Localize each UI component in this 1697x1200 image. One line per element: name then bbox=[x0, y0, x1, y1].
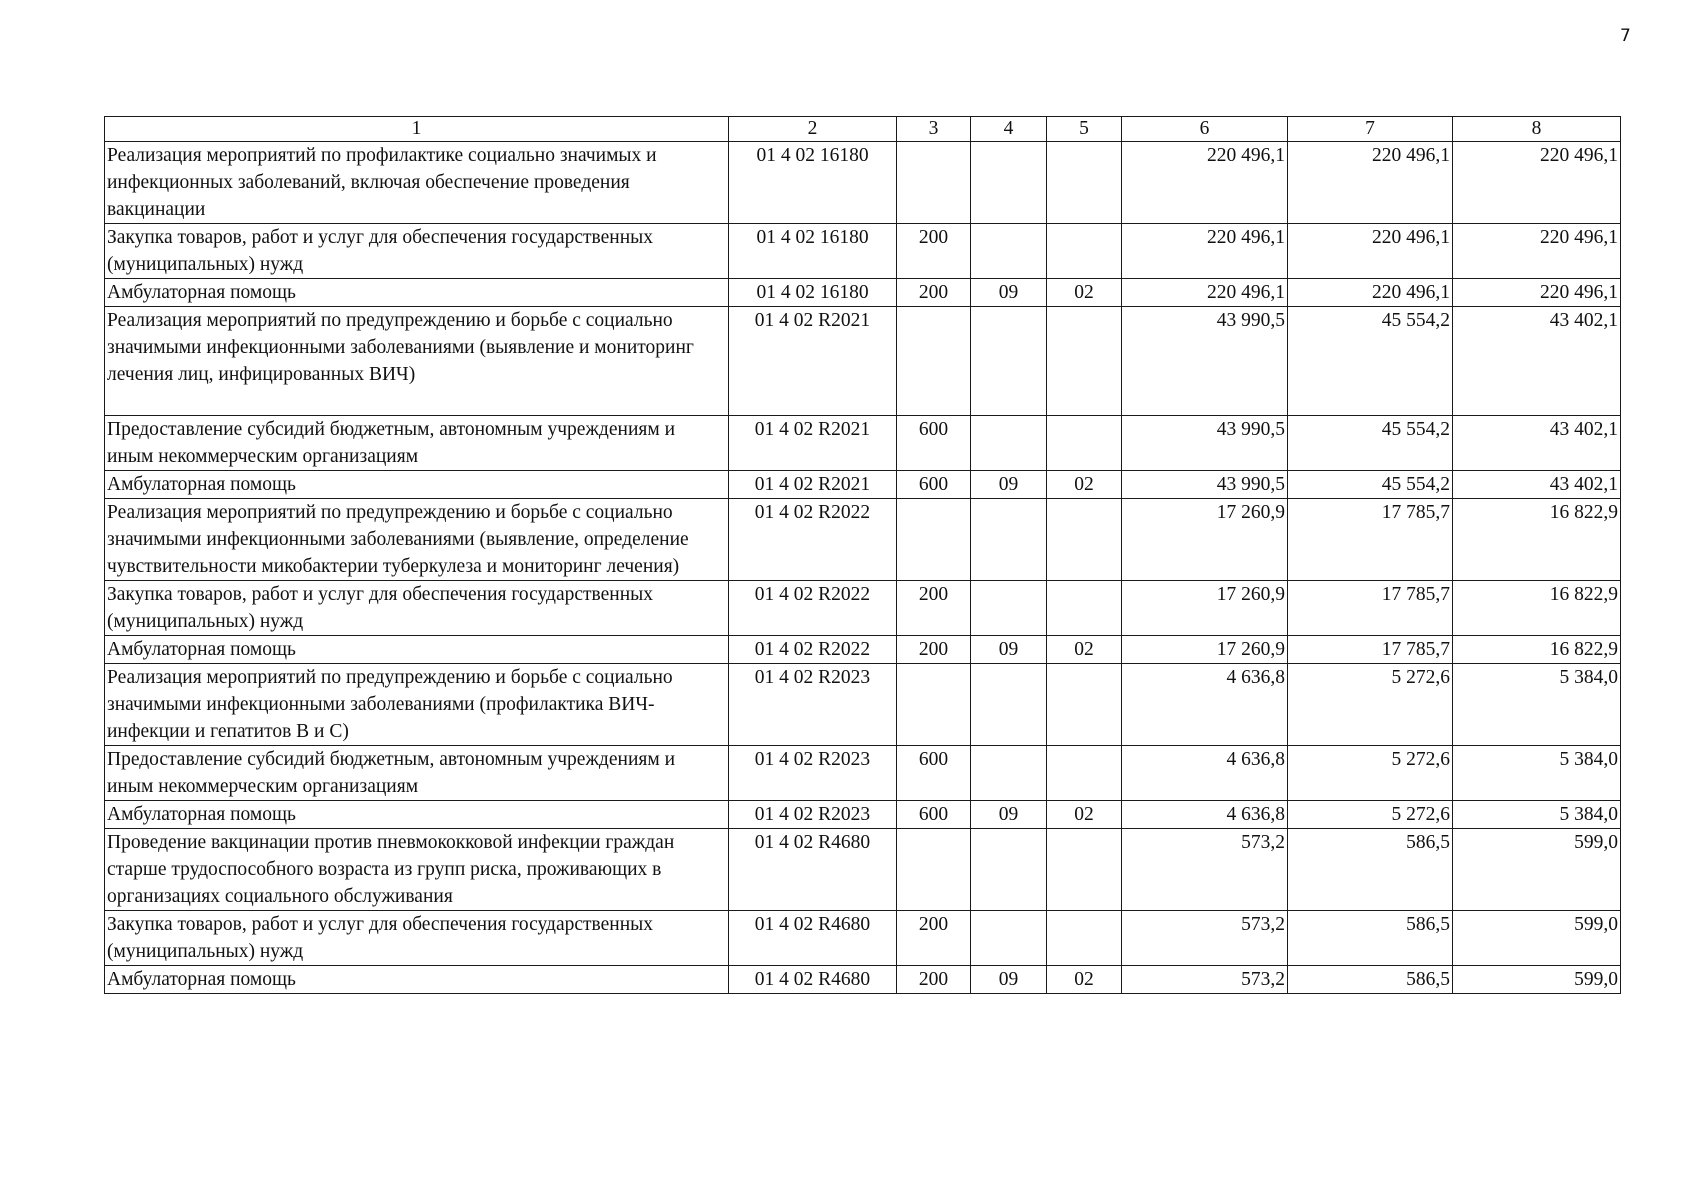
row-name-cell: Амбулаторная помощь bbox=[105, 801, 729, 829]
row-col8-cell: 16 822,9 bbox=[1453, 636, 1621, 664]
table-row bbox=[105, 801, 1621, 829]
row-code-cell: 01 4 02 R2023 bbox=[729, 801, 897, 829]
row-code-cell: 01 4 02 R4680 bbox=[729, 966, 897, 994]
row-name-cell: Закупка товаров, работ и услуг для обеспечения государственных (муниципальных) нужд bbox=[105, 581, 729, 636]
row-col7-cell: 45 554,2 bbox=[1288, 416, 1453, 471]
row-col4-cell: 09 bbox=[971, 636, 1047, 664]
row-col4-cell: 09 bbox=[971, 801, 1047, 829]
row-col8-cell: 5 384,0 bbox=[1453, 801, 1621, 829]
row-col6-cell: 4 636,8 bbox=[1122, 801, 1288, 829]
table-row bbox=[105, 966, 1621, 994]
row-col5-cell bbox=[1047, 224, 1122, 279]
row-col7-cell: 220 496,1 bbox=[1288, 224, 1453, 279]
table-row bbox=[105, 581, 1621, 636]
row-name-cell: Амбулаторная помощь bbox=[105, 636, 729, 664]
row-col4-cell bbox=[971, 307, 1047, 416]
row-code-cell: 01 4 02 R2023 bbox=[729, 746, 897, 801]
row-col5-cell bbox=[1047, 581, 1122, 636]
row-col8-cell: 220 496,1 bbox=[1453, 279, 1621, 307]
row-col4-cell bbox=[971, 746, 1047, 801]
row-col4-cell: 09 bbox=[971, 279, 1047, 307]
table-row bbox=[105, 911, 1621, 966]
row-col8-cell: 599,0 bbox=[1453, 911, 1621, 966]
row-col5-cell bbox=[1047, 911, 1122, 966]
row-col5-cell: 02 bbox=[1047, 279, 1122, 307]
row-col5-cell: 02 bbox=[1047, 471, 1122, 499]
row-col3-cell: 200 bbox=[897, 966, 971, 994]
row-code-cell: 01 4 02 16180 bbox=[729, 142, 897, 224]
row-code-cell: 01 4 02 R4680 bbox=[729, 911, 897, 966]
row-name-cell: Проведение вакцинации против пневмококковой инфекции граждан старше трудоспособного возраста из групп риска, проживающих в организациях социального обслуживания bbox=[105, 829, 729, 911]
row-col4-cell bbox=[971, 911, 1047, 966]
row-col3-cell: 600 bbox=[897, 416, 971, 471]
row-col8-cell: 43 402,1 bbox=[1453, 416, 1621, 471]
row-col3-cell bbox=[897, 829, 971, 911]
row-col7-cell: 5 272,6 bbox=[1288, 664, 1453, 746]
table-row bbox=[105, 746, 1621, 801]
row-col3-cell bbox=[897, 664, 971, 746]
row-code-cell: 01 4 02 R2021 bbox=[729, 416, 897, 471]
row-col3-cell: 200 bbox=[897, 911, 971, 966]
row-col6-cell: 43 990,5 bbox=[1122, 307, 1288, 416]
row-col5-cell bbox=[1047, 746, 1122, 801]
row-col7-cell: 45 554,2 bbox=[1288, 307, 1453, 416]
budget-table bbox=[104, 116, 1621, 994]
row-col7-cell: 586,5 bbox=[1288, 911, 1453, 966]
row-code-cell: 01 4 02 R2022 bbox=[729, 581, 897, 636]
row-col6-cell: 220 496,1 bbox=[1122, 142, 1288, 224]
row-col7-cell: 17 785,7 bbox=[1288, 499, 1453, 581]
row-col8-cell: 599,0 bbox=[1453, 966, 1621, 994]
row-name-cell: Реализация мероприятий по предупреждению и борьбе с социально значимыми инфекционными заболеваниями (выявление и мониторинг лечения лиц, инфицированных ВИЧ) bbox=[105, 307, 729, 416]
row-col8-cell: 5 384,0 bbox=[1453, 746, 1621, 801]
row-col5-cell bbox=[1047, 142, 1122, 224]
row-col3-cell bbox=[897, 499, 971, 581]
row-col8-cell: 16 822,9 bbox=[1453, 499, 1621, 581]
row-col6-cell: 220 496,1 bbox=[1122, 224, 1288, 279]
row-col3-cell: 600 bbox=[897, 471, 971, 499]
row-col6-cell: 573,2 bbox=[1122, 911, 1288, 966]
row-code-cell: 01 4 02 R2021 bbox=[729, 471, 897, 499]
row-col4-cell: 09 bbox=[971, 966, 1047, 994]
row-code-cell: 01 4 02 R2023 bbox=[729, 664, 897, 746]
table-row bbox=[105, 224, 1621, 279]
row-col7-cell: 5 272,6 bbox=[1288, 746, 1453, 801]
row-col8-cell: 5 384,0 bbox=[1453, 664, 1621, 746]
row-col7-cell: 586,5 bbox=[1288, 829, 1453, 911]
row-col8-cell: 220 496,1 bbox=[1453, 142, 1621, 224]
row-col5-cell: 02 bbox=[1047, 801, 1122, 829]
row-col4-cell bbox=[971, 499, 1047, 581]
header-cell: 6 bbox=[1122, 117, 1288, 142]
row-col6-cell: 17 260,9 bbox=[1122, 581, 1288, 636]
row-col3-cell: 200 bbox=[897, 279, 971, 307]
row-col5-cell bbox=[1047, 499, 1122, 581]
table-row bbox=[105, 636, 1621, 664]
row-col7-cell: 17 785,7 bbox=[1288, 636, 1453, 664]
row-col8-cell: 43 402,1 bbox=[1453, 307, 1621, 416]
table-row bbox=[105, 664, 1621, 746]
header-cell: 2 bbox=[729, 117, 897, 142]
row-name-cell: Закупка товаров, работ и услуг для обеспечения государственных (муниципальных) нужд bbox=[105, 224, 729, 279]
table-row bbox=[105, 471, 1621, 499]
row-col7-cell: 220 496,1 bbox=[1288, 142, 1453, 224]
table-row bbox=[105, 829, 1621, 911]
header-cell: 5 bbox=[1047, 117, 1122, 142]
row-col3-cell: 600 bbox=[897, 746, 971, 801]
row-col7-cell: 5 272,6 bbox=[1288, 801, 1453, 829]
row-col5-cell bbox=[1047, 307, 1122, 416]
table-row bbox=[105, 279, 1621, 307]
header-cell: 8 bbox=[1453, 117, 1621, 142]
row-col3-cell: 200 bbox=[897, 581, 971, 636]
row-col3-cell: 600 bbox=[897, 801, 971, 829]
row-name-cell: Амбулаторная помощь bbox=[105, 966, 729, 994]
header-cell: 7 bbox=[1288, 117, 1453, 142]
row-col7-cell: 586,5 bbox=[1288, 966, 1453, 994]
row-col3-cell: 200 bbox=[897, 224, 971, 279]
row-col8-cell: 220 496,1 bbox=[1453, 224, 1621, 279]
header-cell: 1 bbox=[105, 117, 729, 142]
row-col8-cell: 16 822,9 bbox=[1453, 581, 1621, 636]
row-name-cell: Реализация мероприятий по предупреждению и борьбе с социально значимыми инфекционными заболеваниями (профилактика ВИЧ-инфекции и гепатитов B и C) bbox=[105, 664, 729, 746]
row-col5-cell bbox=[1047, 416, 1122, 471]
row-col6-cell: 43 990,5 bbox=[1122, 416, 1288, 471]
row-name-cell: Реализация мероприятий по предупреждению и борьбе с социально значимыми инфекционными заболеваниями (выявление, определение чувствительности микобактерии туберкулеза и мониторинг лечения) bbox=[105, 499, 729, 581]
row-col5-cell bbox=[1047, 664, 1122, 746]
row-code-cell: 01 4 02 R2021 bbox=[729, 307, 897, 416]
table-row bbox=[105, 416, 1621, 471]
row-col5-cell: 02 bbox=[1047, 636, 1122, 664]
row-col4-cell bbox=[971, 664, 1047, 746]
row-col5-cell: 02 bbox=[1047, 966, 1122, 994]
row-col6-cell: 573,2 bbox=[1122, 829, 1288, 911]
row-name-cell: Амбулаторная помощь bbox=[105, 471, 729, 499]
row-col6-cell: 17 260,9 bbox=[1122, 636, 1288, 664]
row-code-cell: 01 4 02 R4680 bbox=[729, 829, 897, 911]
row-col4-cell bbox=[971, 581, 1047, 636]
row-code-cell: 01 4 02 16180 bbox=[729, 224, 897, 279]
row-col4-cell bbox=[971, 142, 1047, 224]
row-col4-cell bbox=[971, 224, 1047, 279]
row-col6-cell: 4 636,8 bbox=[1122, 664, 1288, 746]
table-row bbox=[105, 142, 1621, 224]
row-col4-cell: 09 bbox=[971, 471, 1047, 499]
row-code-cell: 01 4 02 R2022 bbox=[729, 499, 897, 581]
row-name-cell: Реализация мероприятий по профилактике социально значимых и инфекционных заболеваний, включая обеспечение проведения вакцинации bbox=[105, 142, 729, 224]
row-code-cell: 01 4 02 16180 bbox=[729, 279, 897, 307]
header-row bbox=[105, 117, 1621, 142]
row-name-cell: Амбулаторная помощь bbox=[105, 279, 729, 307]
row-col6-cell: 17 260,9 bbox=[1122, 499, 1288, 581]
table-row bbox=[105, 307, 1621, 416]
row-code-cell: 01 4 02 R2022 bbox=[729, 636, 897, 664]
row-col4-cell bbox=[971, 416, 1047, 471]
row-col8-cell: 43 402,1 bbox=[1453, 471, 1621, 499]
row-col7-cell: 45 554,2 bbox=[1288, 471, 1453, 499]
row-col4-cell bbox=[971, 829, 1047, 911]
row-col8-cell: 599,0 bbox=[1453, 829, 1621, 911]
row-col6-cell: 573,2 bbox=[1122, 966, 1288, 994]
header-cell: 4 bbox=[971, 117, 1047, 142]
page-number: 7 bbox=[1620, 26, 1631, 46]
header-cell: 3 bbox=[897, 117, 971, 142]
row-name-cell: Предоставление субсидий бюджетным, автономным учреждениям и иным некоммерческим организациям bbox=[105, 416, 729, 471]
row-col3-cell bbox=[897, 307, 971, 416]
row-col5-cell bbox=[1047, 829, 1122, 911]
table-row bbox=[105, 499, 1621, 581]
row-col6-cell: 43 990,5 bbox=[1122, 471, 1288, 499]
row-col6-cell: 4 636,8 bbox=[1122, 746, 1288, 801]
row-col3-cell bbox=[897, 142, 971, 224]
row-name-cell: Предоставление субсидий бюджетным, автономным учреждениям и иным некоммерческим организациям bbox=[105, 746, 729, 801]
row-col3-cell: 200 bbox=[897, 636, 971, 664]
row-col7-cell: 17 785,7 bbox=[1288, 581, 1453, 636]
row-col6-cell: 220 496,1 bbox=[1122, 279, 1288, 307]
row-name-cell: Закупка товаров, работ и услуг для обеспечения государственных (муниципальных) нужд bbox=[105, 911, 729, 966]
row-col7-cell: 220 496,1 bbox=[1288, 279, 1453, 307]
